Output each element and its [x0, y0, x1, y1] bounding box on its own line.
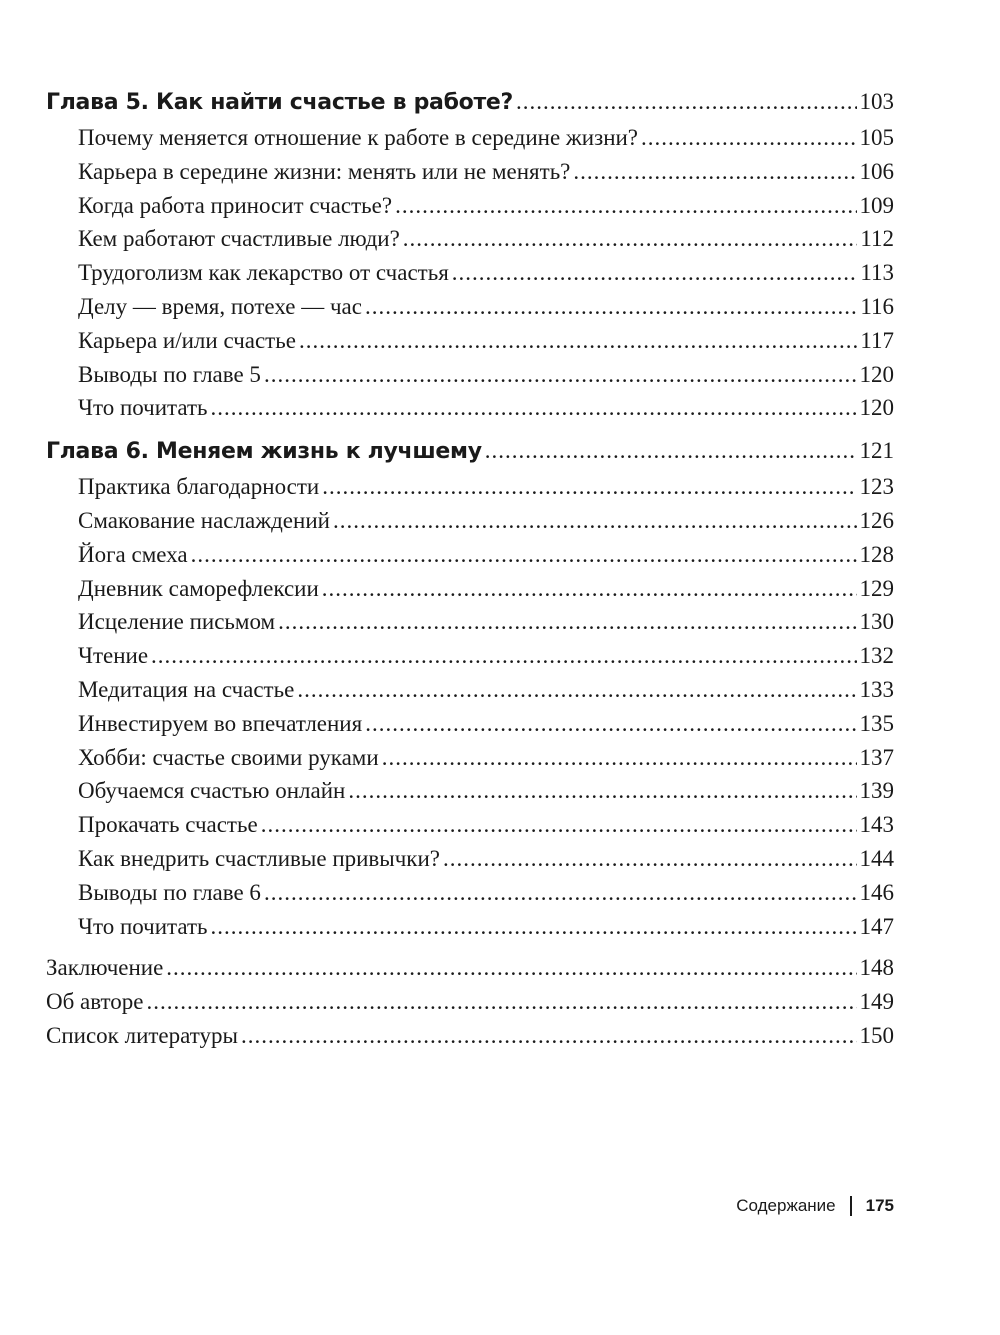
entry-title: Трудоголизм как лекарство от счастья	[78, 260, 449, 286]
dot-leader	[151, 639, 856, 673]
entry-title: Дневник саморефлексии	[78, 575, 319, 601]
toc-entry[interactable]	[46, 673, 894, 707]
dot-leader	[278, 605, 856, 639]
page-number: 133	[859, 676, 894, 702]
dot-leader	[395, 189, 856, 223]
toc-entry[interactable]	[46, 504, 894, 538]
dot-leader	[516, 84, 857, 120]
entry-title: Список литературы	[46, 1022, 238, 1048]
page-number: 128	[859, 541, 894, 567]
dot-leader	[403, 222, 858, 256]
toc-entry[interactable]	[46, 256, 894, 290]
chapter-5-block	[46, 84, 894, 425]
back-matter-block	[46, 951, 894, 1052]
page-number: 120	[859, 361, 894, 387]
entry-title: Об авторе	[46, 989, 144, 1015]
chapter-heading[interactable]	[46, 433, 894, 470]
page-number: 132	[859, 643, 894, 669]
page-number: 147	[859, 913, 894, 939]
toc-entry[interactable]	[46, 155, 894, 189]
page-number: 135	[859, 710, 894, 736]
dot-leader	[322, 470, 856, 504]
toc-entry[interactable]	[46, 324, 894, 358]
dot-leader	[191, 538, 857, 572]
page-number: 120	[859, 395, 894, 421]
entry-title: Как внедрить счастливые привычки?	[78, 845, 441, 871]
toc-entry[interactable]	[46, 189, 894, 223]
chapter-title: Глава 6. Меняем жизнь к лучшему	[46, 439, 482, 465]
entry-title: Практика благодарности	[78, 474, 320, 500]
page-number: 146	[859, 879, 894, 905]
entry-title: Прокачать счастье	[78, 812, 258, 838]
dot-leader	[241, 1019, 857, 1053]
page-number: 106	[859, 158, 894, 184]
page-footer	[736, 1196, 894, 1216]
entry-title: Выводы по главе 6	[78, 879, 261, 905]
chapter-title: Глава 5. Как найти счастье в работе?	[46, 90, 513, 115]
entry-title: Когда работа приносит счастье?	[78, 192, 393, 218]
footer-section-label: Содержание	[736, 1196, 836, 1215]
entry-title: Инвестируем во впечатления	[78, 710, 363, 736]
dot-leader	[365, 707, 856, 741]
page-number: 103	[859, 89, 894, 114]
entry-title: Исцеление письмом	[78, 609, 276, 635]
dot-leader	[365, 290, 857, 324]
dot-leader	[333, 504, 857, 538]
entry-title: Заключение	[46, 955, 164, 981]
page-number: 109	[859, 192, 894, 218]
page-number: 123	[859, 474, 894, 500]
toc-entry[interactable]	[46, 639, 894, 673]
toc-entry[interactable]	[46, 222, 894, 256]
entry-title: Обучаемся счастью онлайн	[78, 778, 346, 804]
toc-entry[interactable]	[46, 605, 894, 639]
dot-leader	[641, 121, 856, 155]
entry-title: Выводы по главе 5	[78, 361, 261, 387]
dot-leader	[573, 155, 856, 189]
toc-entry[interactable]	[46, 572, 894, 606]
chapter-6-block	[46, 433, 894, 943]
entry-title: Делу — время, потехе — час	[78, 293, 362, 319]
entry-title: Кем работают счастливые люди?	[78, 226, 400, 252]
entry-title: Хобби: счастье своими руками	[78, 744, 379, 770]
dot-leader	[299, 324, 857, 358]
toc-entry[interactable]	[46, 741, 894, 775]
dot-leader	[211, 391, 857, 425]
toc-entry[interactable]	[46, 707, 894, 741]
page-number: 150	[859, 1022, 894, 1048]
entry-title: Что почитать	[78, 913, 208, 939]
page-number: 137	[859, 744, 894, 770]
page-number: 121	[859, 438, 894, 464]
toc-entry[interactable]	[46, 808, 894, 842]
entry-title: Чтение	[78, 643, 149, 669]
page-number: 129	[859, 575, 894, 601]
dot-leader	[211, 910, 857, 944]
toc-entry[interactable]	[46, 391, 894, 425]
page-number: 144	[859, 845, 894, 871]
entry-title: Почему меняется отношение к работе в середине жизни?	[78, 125, 639, 150]
toc-entry[interactable]	[46, 358, 894, 392]
toc-entry[interactable]	[46, 876, 894, 910]
entry-title: Медитация на счастье	[78, 676, 295, 702]
dot-leader	[348, 774, 856, 808]
dot-leader	[322, 572, 857, 606]
page-number: 116	[860, 293, 894, 319]
entry-title: Йога смеха	[78, 541, 188, 567]
dot-leader	[443, 842, 856, 876]
toc-entry[interactable]	[46, 985, 894, 1019]
toc-entry[interactable]	[46, 470, 894, 504]
dot-leader	[147, 985, 857, 1019]
dot-leader	[261, 808, 857, 842]
dot-leader	[297, 673, 856, 707]
page-number: 113	[860, 260, 894, 286]
dot-leader	[382, 741, 857, 775]
page-number: 105	[859, 125, 894, 150]
page-number: 143	[859, 812, 894, 838]
entry-title: Что почитать	[78, 395, 208, 421]
toc-entry[interactable]	[46, 121, 894, 155]
entry-title: Карьера и/или счастье	[78, 327, 296, 353]
dot-leader	[485, 433, 857, 469]
page-number: 148	[859, 955, 894, 981]
toc-entry[interactable]	[46, 538, 894, 572]
entry-title: Карьера в середине жизни: менять или не менять?	[78, 158, 571, 184]
dot-leader	[166, 951, 856, 985]
table-of-contents	[46, 84, 894, 1053]
toc-entry[interactable]	[46, 1019, 894, 1053]
toc-entry[interactable]	[46, 290, 894, 324]
toc-entry[interactable]	[46, 774, 894, 808]
footer-divider	[850, 1196, 852, 1216]
page-number: 117	[860, 327, 894, 353]
chapter-heading[interactable]	[46, 84, 894, 121]
page-number: 139	[859, 778, 894, 804]
toc-entry[interactable]	[46, 951, 894, 985]
footer-page-number: 175	[865, 1196, 894, 1215]
page-number: 112	[860, 226, 894, 252]
dot-leader	[264, 358, 857, 392]
toc-entry[interactable]	[46, 910, 894, 944]
page-number: 126	[859, 507, 894, 533]
toc-entry[interactable]	[46, 842, 894, 876]
dot-leader	[452, 256, 858, 290]
entry-title: Смакование наслаждений	[78, 507, 330, 533]
page-number: 130	[859, 609, 894, 635]
page-number: 149	[859, 989, 894, 1015]
dot-leader	[264, 876, 857, 910]
